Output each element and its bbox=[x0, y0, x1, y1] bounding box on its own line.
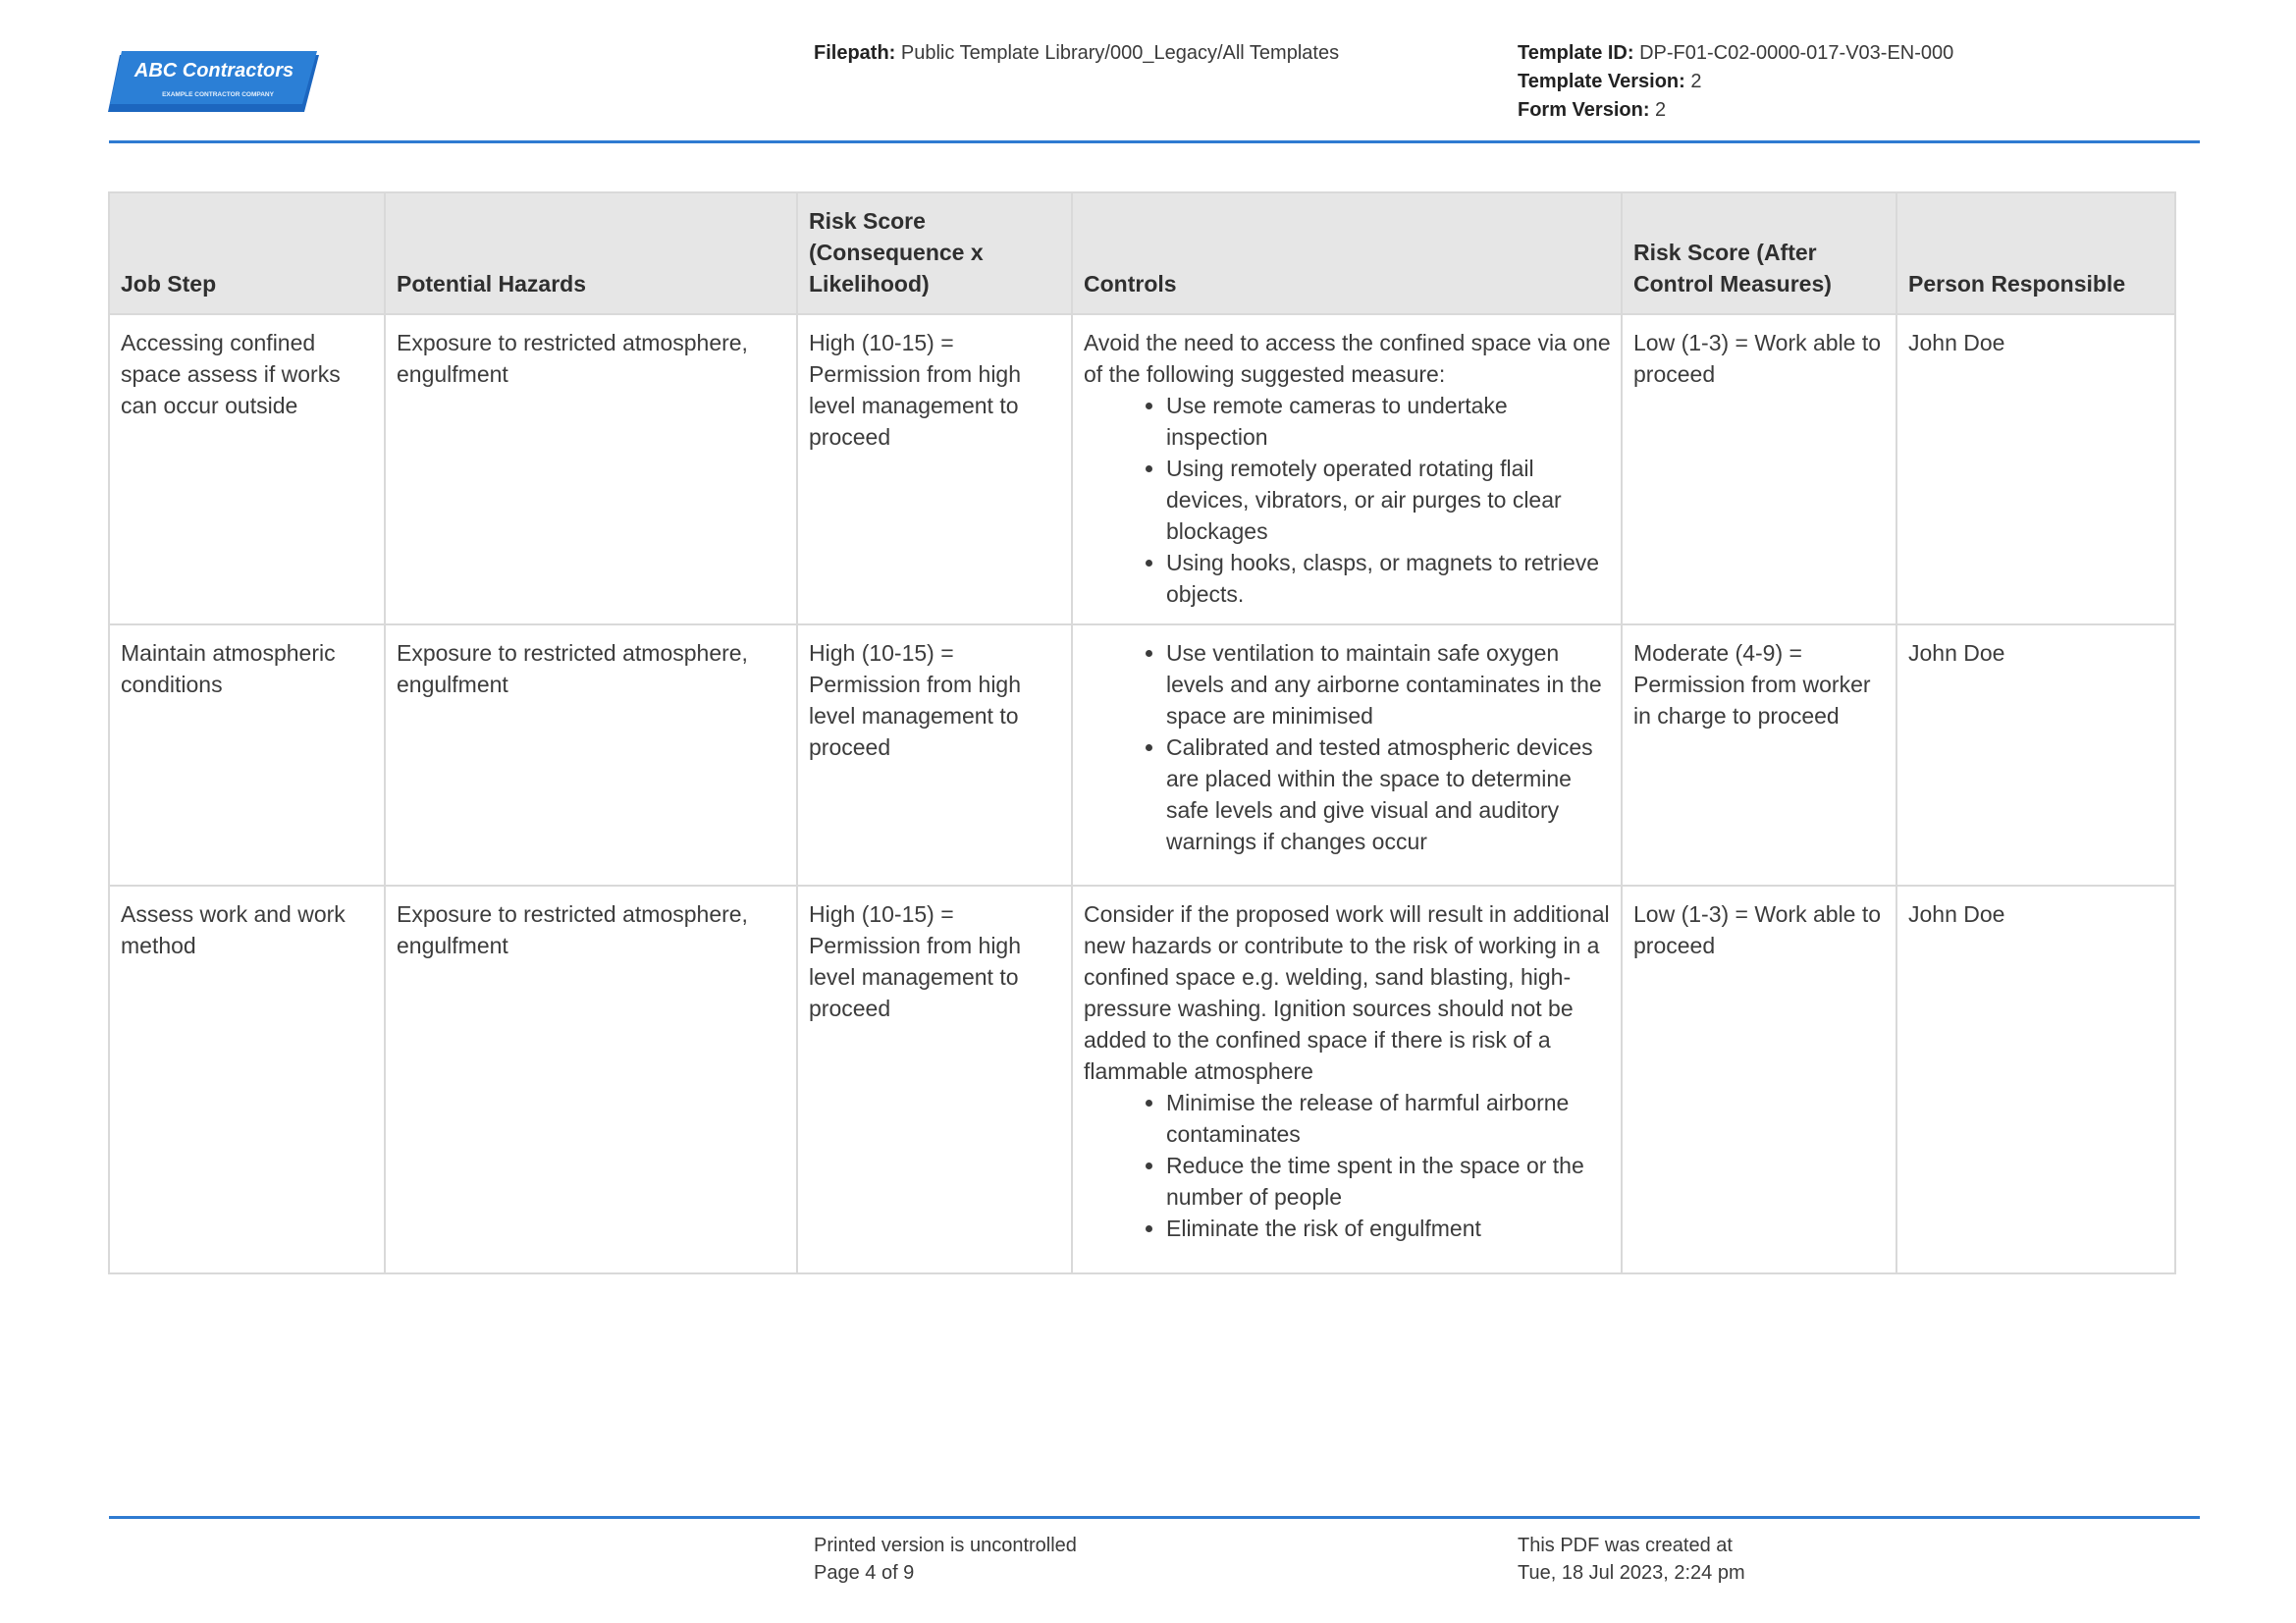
table-row bbox=[109, 624, 2175, 886]
risk-score-cell: High (10-15) = Permission from high level management to proceed bbox=[797, 886, 1072, 1273]
controls-intro: Consider if the proposed work will result in additional new hazards or contribute to the risk of working in a confined space e.g. welding, sand blasting, high-pressure washing. Ignition sources should not be added to the confined space if there is risk of a flammable atmosphere bbox=[1084, 901, 1610, 1084]
person-cell: John Doe bbox=[1896, 886, 2175, 1273]
controls-item: • Using remotely operated rotating flail devices, vibrators, or air purges to clear blockages bbox=[1166, 453, 1611, 547]
risk-after-cell: Moderate (4-9) = Permission from worker in charge to proceed bbox=[1622, 624, 1896, 886]
table-header-row bbox=[109, 192, 2175, 314]
person-cell: John Doe bbox=[1896, 314, 2175, 624]
filepath-label: Filepath: bbox=[814, 42, 896, 64]
col-job-step: Job Step bbox=[109, 192, 385, 314]
controls-cell bbox=[1072, 886, 1622, 1273]
page-number: Page 4 of 9 bbox=[814, 1562, 915, 1584]
page-header bbox=[0, 0, 2296, 147]
controls-item: • Using hooks, clasps, or magnets to retrieve objects. bbox=[1166, 547, 1611, 610]
logo-tagline: EXAMPLE CONTRACTOR COMPANY bbox=[162, 91, 274, 98]
created-at: Tue, 18 Jul 2023, 2:24 pm bbox=[1518, 1562, 1745, 1584]
col-controls: Controls bbox=[1072, 192, 1622, 314]
controls-cell bbox=[1072, 624, 1622, 886]
footer-right bbox=[1518, 1532, 1745, 1587]
template-info bbox=[1518, 39, 1953, 125]
job-step-cell: Assess work and work method bbox=[109, 886, 385, 1273]
template-id-value: DP-F01-C02-0000-017-V03-EN-000 bbox=[1639, 42, 1954, 64]
col-risk-score: Risk Score (Consequence x Likelihood) bbox=[797, 192, 1072, 314]
controls-item: • Use remote cameras to undertake inspection bbox=[1166, 390, 1611, 453]
risk-score-cell: High (10-15) = Permission from high level management to proceed bbox=[797, 314, 1072, 624]
template-id-label: Template ID: bbox=[1518, 42, 1634, 64]
filepath bbox=[814, 39, 1339, 68]
template-version-label: Template Version: bbox=[1518, 71, 1685, 92]
company-logo bbox=[108, 51, 319, 114]
table-row bbox=[109, 886, 2175, 1273]
controls-item: • Reduce the time spent in the space or the number of people bbox=[1166, 1150, 1611, 1213]
table-row bbox=[109, 314, 2175, 624]
controls-item: • Minimise the release of harmful airborne contaminates bbox=[1166, 1087, 1611, 1150]
controls-intro: Avoid the need to access the confined space via one of the following suggested measure: bbox=[1084, 330, 1611, 387]
controls-item: • Eliminate the risk of engulfment bbox=[1166, 1213, 1611, 1244]
controls-item: • Calibrated and tested atmospheric devices are placed within the space to determine safe levels and give visual and auditory warnings if changes occur bbox=[1166, 731, 1611, 857]
controls-list bbox=[1084, 390, 1611, 610]
form-version-value: 2 bbox=[1655, 99, 1667, 121]
created-label: This PDF was created at bbox=[1518, 1535, 1733, 1556]
logo-name: ABC Contractors bbox=[133, 60, 294, 81]
risk-after-cell: Low (1-3) = Work able to proceed bbox=[1622, 886, 1896, 1273]
filepath-value: Public Template Library/000_Legacy/All Templates bbox=[900, 42, 1340, 64]
risk-assessment-table bbox=[108, 191, 2176, 1274]
controls-list bbox=[1084, 1087, 1611, 1244]
col-risk-score-after: Risk Score (After Control Measures) bbox=[1622, 192, 1896, 314]
header-divider bbox=[109, 140, 2200, 143]
job-step-cell: Maintain atmospheric conditions bbox=[109, 624, 385, 886]
controls-cell bbox=[1072, 314, 1622, 624]
hazards-cell: Exposure to restricted atmosphere, engulfment bbox=[385, 624, 797, 886]
job-step-cell: Accessing confined space assess if works can occur outside bbox=[109, 314, 385, 624]
footer-divider bbox=[109, 1516, 2200, 1519]
risk-after-cell: Low (1-3) = Work able to proceed bbox=[1622, 314, 1896, 624]
template-version-value: 2 bbox=[1690, 71, 1702, 92]
form-version-label: Form Version: bbox=[1518, 99, 1650, 121]
footer-left bbox=[814, 1532, 1077, 1587]
person-cell: John Doe bbox=[1896, 624, 2175, 886]
col-potential-hazards: Potential Hazards bbox=[385, 192, 797, 314]
hazards-cell: Exposure to restricted atmosphere, engulfment bbox=[385, 886, 797, 1273]
uncontrolled-notice: Printed version is uncontrolled bbox=[814, 1535, 1077, 1556]
controls-list bbox=[1084, 637, 1611, 857]
hazards-cell: Exposure to restricted atmosphere, engulfment bbox=[385, 314, 797, 624]
col-person-responsible: Person Responsible bbox=[1896, 192, 2175, 314]
risk-score-cell: High (10-15) = Permission from high level management to proceed bbox=[797, 624, 1072, 886]
controls-item: • Use ventilation to maintain safe oxygen levels and any airborne contaminates in the space are minimised bbox=[1166, 637, 1611, 731]
